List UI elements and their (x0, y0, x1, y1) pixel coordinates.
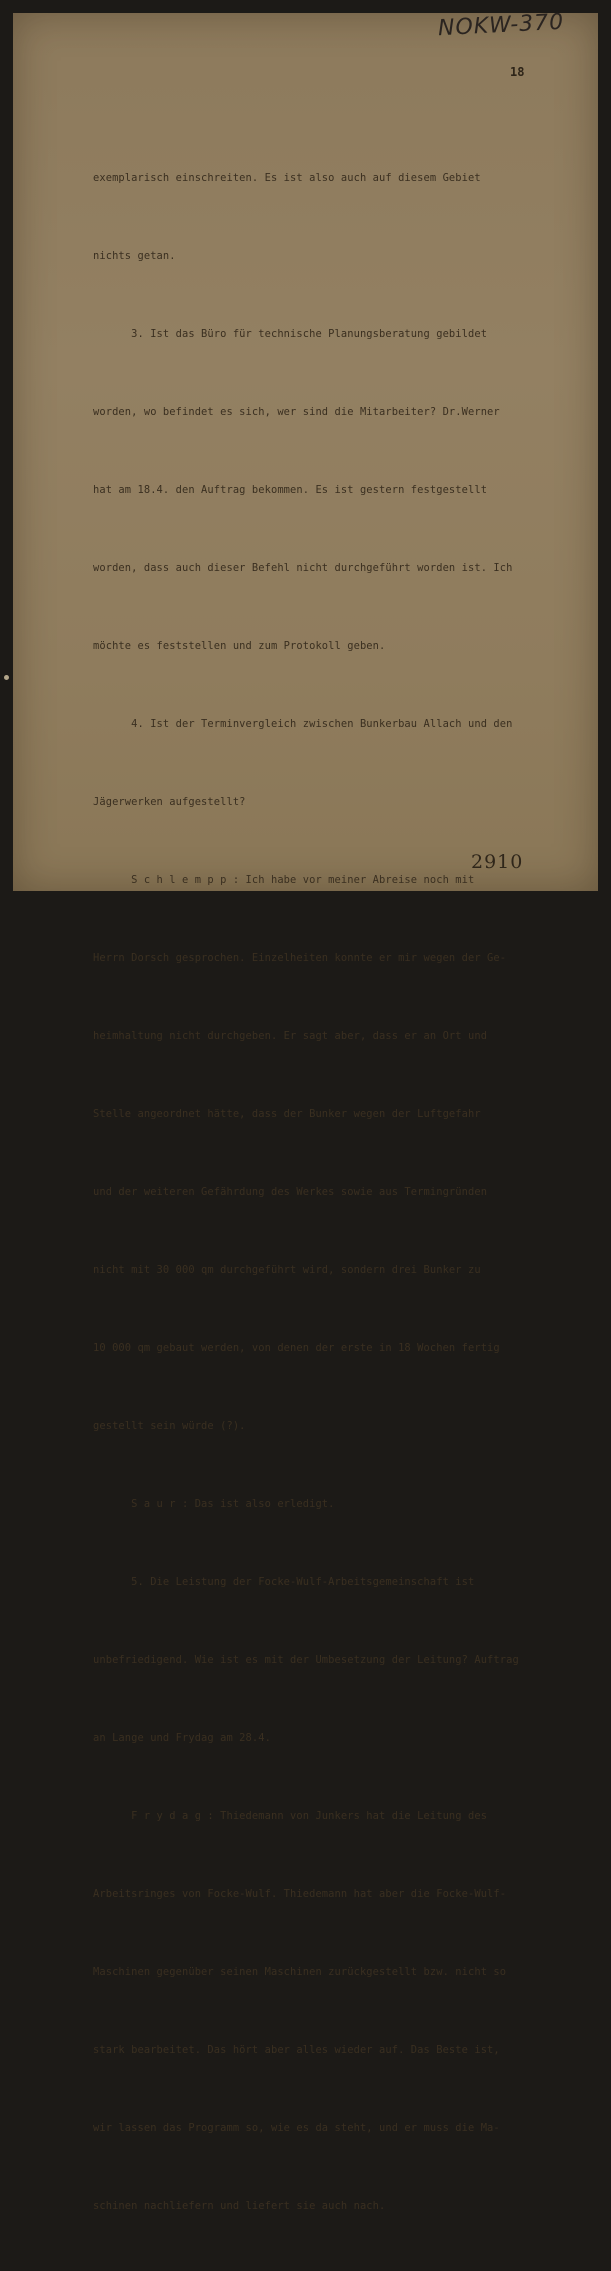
text-line: 4. Ist der Terminvergleich zwischen Bunkerbau Allach und den (93, 718, 513, 730)
text-line: 10 000 qm gebaut werden, von denen der erste in 18 Wochen fertig (93, 1342, 500, 1354)
page-number: 18 (510, 65, 525, 79)
text-line: Stelle angeordnet hätte, dass der Bunker wegen der Luftgefahr (93, 1108, 481, 1120)
text-line: unbefriedigend. Wie ist es mit der Umbesetzung der Leitung? Auftrag (93, 1654, 519, 1666)
text-line: Herrn Dorsch gesprochen. Einzelheiten konnte er mir wegen der Ge- (93, 952, 507, 964)
text-line: 5. Die Leistung der Focke-Wulf-Arbeitsgemeinschaft ist (93, 1576, 475, 1588)
text-line: und der weiteren Gefährdung des Werkes sowie aus Termingründen (93, 1186, 488, 1198)
text-line: worden, dass auch dieser Befehl nicht durchgeführt worden ist. Ich (93, 562, 513, 574)
text-line: S c h l e m p p : Ich habe vor meiner Abreise noch mit (93, 874, 475, 886)
text-line: nichts getan. (93, 250, 176, 262)
text-line: schinen nachliefern und liefert sie auch nach. (93, 2200, 386, 2212)
typed-body-text (93, 113, 598, 2271)
text-line: Jägerwerken aufgestellt? (93, 796, 246, 808)
text-line: worden, wo befindet es sich, wer sind die Mitarbeiter? Dr.Werner (93, 406, 500, 418)
text-line: nicht mit 30 000 qm durchgeführt wird, sondern drei Bunker zu (93, 1264, 481, 1276)
text-line: wir lassen das Programm so, wie es da steht, und er muss die Ma- (93, 2122, 500, 2134)
text-line: gestellt sein würde (?). (93, 1420, 246, 1432)
text-line: S a u r : Das ist also erledigt. (93, 1498, 335, 1510)
text-line: heimhaltung nicht durchgeben. Er sagt aber, dass er an Ort und (93, 1030, 488, 1042)
handwritten-document-id: NOKW-370 (437, 9, 565, 42)
text-line: F r y d a g : Thiedemann von Junkers hat die Leitung des (93, 1810, 488, 1822)
text-line: Maschinen gegenüber seinen Maschinen zurückgestellt bzw. nicht so (93, 1966, 507, 1978)
text-line: an Lange und Frydag am 28.4. (93, 1732, 271, 1744)
archive-stamp-number: 2910 (471, 851, 524, 873)
text-line: 3. Ist das Büro für technische Planungsberatung gebildet (93, 328, 488, 340)
text-line: möchte es feststellen und zum Protokoll geben. (93, 640, 386, 652)
margin-mark (4, 675, 9, 680)
text-line: stark bearbeitet. Das hört aber alles wieder auf. Das Beste ist, (93, 2044, 500, 2056)
text-line: hat am 18.4. den Auftrag bekommen. Es ist gestern festgestellt (93, 484, 488, 496)
text-line: exemplarisch einschreiten. Es ist also auch auf diesem Gebiet (93, 172, 481, 184)
document-page (13, 9, 598, 2212)
text-line: Arbeitsringes von Focke-Wulf. Thiedemann hat aber die Focke-Wulf- (93, 1888, 507, 1900)
